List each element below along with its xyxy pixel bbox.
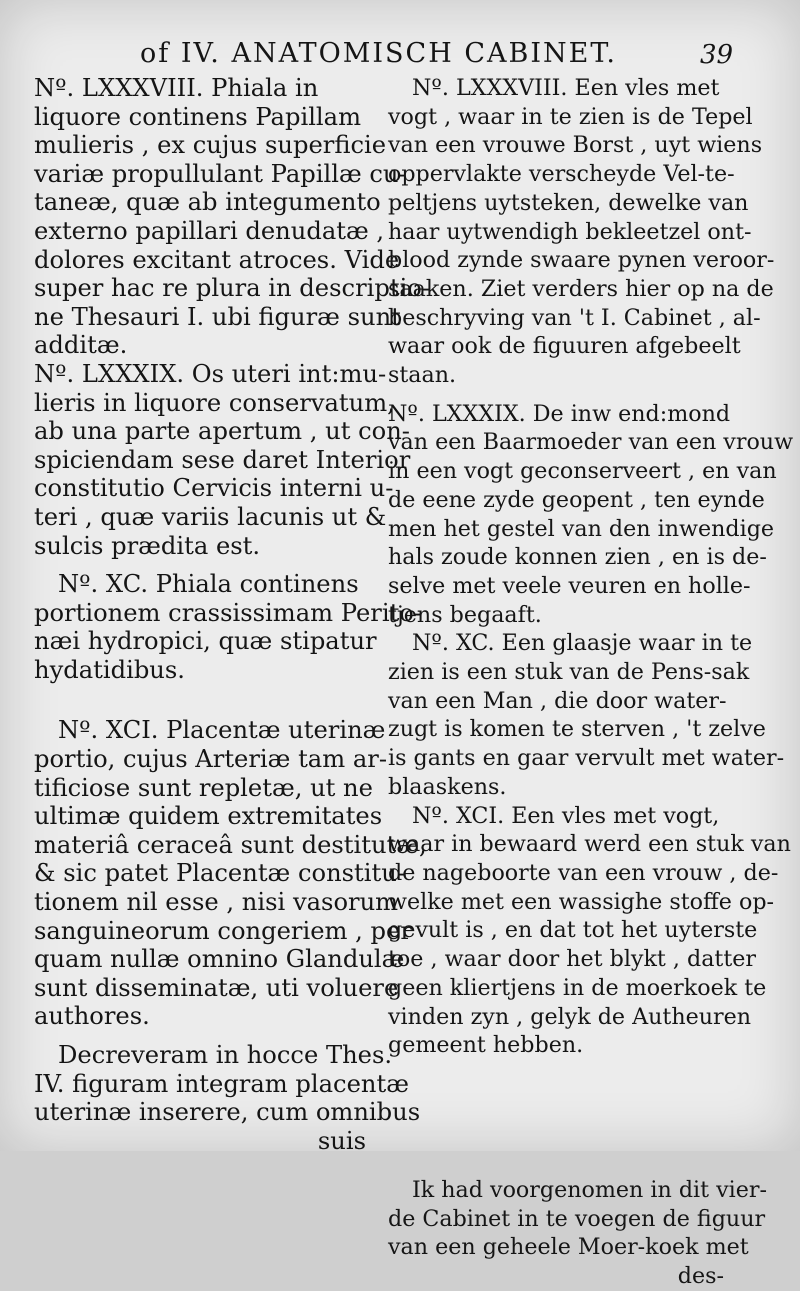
text-line: van een geheele Moer-koek met <box>388 1234 749 1261</box>
text-line: sulcis prædita est. <box>34 531 261 560</box>
text-line: de eene zyde geopent , ten eynde <box>388 486 765 513</box>
text-line: de Cabinet in te voegen de figuur <box>388 1205 766 1232</box>
text-line: peltjens uytsteken, dewelke van <box>388 189 749 216</box>
text-line: lieris in liquore conservatum, <box>34 388 395 417</box>
dutch-paragraph-88-cont <box>388 103 775 390</box>
text-line: gevult is , en dat tot het uyterste <box>388 917 758 944</box>
latin-paragraph-89 <box>34 359 411 560</box>
running-title: of IV. ANATOMISCH CABINET. <box>140 38 617 69</box>
text-line: dolores excitant atroces. Vide <box>34 245 400 274</box>
text-line: waar in bewaard werd een stuk van <box>388 831 791 858</box>
text-line: sanguineorum congeriem , per <box>34 916 412 945</box>
text-line: Nº. LXXXIX. Os uteri int:mu- <box>34 359 387 388</box>
text-line: Nº. LXXXVIII. Een vles met <box>412 75 720 101</box>
text-line: taneæ, quæ ab integumento <box>34 188 381 217</box>
catchword: des- <box>677 1263 724 1290</box>
text-line: zien is een stuk van de Pens-sak <box>388 659 750 686</box>
text-line: beschryving van 't I. Cabinet , al- <box>388 304 761 331</box>
text-line: blaaskens. <box>388 773 507 800</box>
text-line: additæ. <box>34 331 128 360</box>
text-line: & sic patet Placentæ constitu- <box>34 859 405 888</box>
text-line: men het gestel van den inwendige <box>388 515 775 542</box>
text-line: blood zynde swaare pynen veroor- <box>388 247 775 274</box>
text-line: ultimæ quidem extremitates <box>34 802 383 831</box>
text-line: materiâ ceraceâ sunt destitutæ, <box>34 830 427 859</box>
text-line: tionem nil esse , nisi vasorum <box>34 888 399 917</box>
text-line: næi hydropici, quæ stipatur <box>34 627 377 656</box>
dutch-paragraph-89 <box>388 400 794 630</box>
page-number: 39 <box>700 40 734 70</box>
catchword: suis <box>317 1126 366 1155</box>
text-line: ab una parte apertum , ut con- <box>34 417 410 446</box>
text-line: Nº. LXXXVIII. Phiala in <box>34 74 319 102</box>
text-line: constitutio Cervicis interni u- <box>34 474 394 503</box>
text-line: welke met een wassighe stoffe op- <box>388 888 775 915</box>
text-line: gemeent hebben. <box>388 1032 584 1059</box>
text-line: sunt disseminatæ, uti voluere <box>34 973 399 1002</box>
text-line: in een vogt geconserveert , en van <box>388 458 777 485</box>
dutch-paragraph-90 <box>388 629 753 658</box>
dutch-paragraph-88 <box>388 74 724 103</box>
latin-paragraph-90-cont <box>34 598 423 685</box>
text-line: portio, cujus Arteriæ tam ar- <box>34 745 388 774</box>
text-line: externo papillari denudatæ , <box>34 216 385 245</box>
text-line: hals zoude konnen zien , en is de- <box>388 544 767 571</box>
text-line: mulieris , ex cujus superficie <box>34 131 387 160</box>
text-line: Nº. XC. Een glaasje waar in te <box>412 630 753 657</box>
text-line: teri , quæ variis lacunis ut & <box>34 502 387 531</box>
text-line: saaken. Ziet verders hier op na de <box>388 275 774 302</box>
text-line: Decreveram in hocce Thes. <box>58 1041 393 1069</box>
text-line: vinden zyn , gelyk de Autheuren <box>388 1003 752 1030</box>
latin-paragraph-91 <box>34 716 386 745</box>
text-line: ne Thesauri I. ubi figuræ sunt <box>34 302 401 331</box>
text-line: tificiose sunt repletæ, ut ne <box>34 773 373 802</box>
text-line: de nageboorte van een vrouw , de- <box>388 859 779 886</box>
dutch-paragraph-91 <box>388 802 724 831</box>
text-line: selve met veele veuren en holle- <box>388 572 751 599</box>
text-line: waar ook de figuuren afgebeelt <box>388 333 741 360</box>
text-line: van een vrouwe Borst , uyt wiens <box>388 132 763 159</box>
text-line: IV. figuram integram placentæ <box>34 1069 409 1098</box>
text-line: quam nullæ omnino Glandulæ <box>34 945 405 974</box>
text-line: authores. <box>34 1002 150 1031</box>
text-line: Nº. XCI. Een vles met vogt, <box>412 802 720 829</box>
latin-paragraph-91-cont <box>34 745 427 1031</box>
dutch-paragraph-91-cont <box>388 830 791 1060</box>
text-line: spiciendam sese daret Interior <box>34 445 411 474</box>
text-line: tjens begaaft. <box>388 601 542 628</box>
text-line: Ik had voorgenomen in dit vier- <box>412 1176 767 1203</box>
text-line: portionem crassissimam Perito- <box>34 598 423 627</box>
text-line: haar uytwendigh bekleetzel ont- <box>388 218 752 245</box>
text-line: staan. <box>388 362 457 389</box>
text-line: liquore continens Papillam <box>34 102 362 131</box>
text-line: super hac re plura in descriptio- <box>34 274 431 303</box>
text-line: Nº. XCI. Placentæ uterinæ <box>58 716 386 745</box>
running-head <box>0 34 800 74</box>
text-line: vogt , waar in te zien is de Tepel <box>388 103 753 130</box>
text-line: uterinæ inserere, cum omnibus <box>34 1098 421 1127</box>
dutch-paragraph-closing <box>388 1176 767 1205</box>
latin-paragraph-closing <box>34 1041 393 1070</box>
latin-paragraph-closing-cont <box>34 1069 421 1127</box>
latin-paragraph-90 <box>34 570 366 599</box>
text-line: Nº. XC. Phiala continens <box>58 570 359 599</box>
text-line: is gants en gaar vervult met water- <box>388 745 785 772</box>
text-line: van een Baarmoeder van een vrouw <box>388 429 794 456</box>
dutch-column <box>388 74 794 1291</box>
text-line: toe , waar door het blykt , datter <box>388 946 756 973</box>
dutch-paragraph-90-cont <box>388 658 785 802</box>
text-line: Nº. LXXXIX. De inw end:mond <box>388 400 731 427</box>
text-line: van een Man , die door water- <box>388 687 727 714</box>
text-line: geen kliertjens in de moerkoek te <box>388 974 767 1001</box>
text-line: oppervlakte verscheyde Vel-te- <box>388 161 735 188</box>
text-line: hydatidibus. <box>34 655 185 684</box>
dutch-paragraph-closing-cont <box>388 1205 766 1262</box>
text-line: variæ propullulant Papillæ cu- <box>34 159 407 188</box>
latin-paragraph-88 <box>34 74 431 360</box>
text-line: zugt is komen te sterven , 't zelve <box>388 716 766 743</box>
